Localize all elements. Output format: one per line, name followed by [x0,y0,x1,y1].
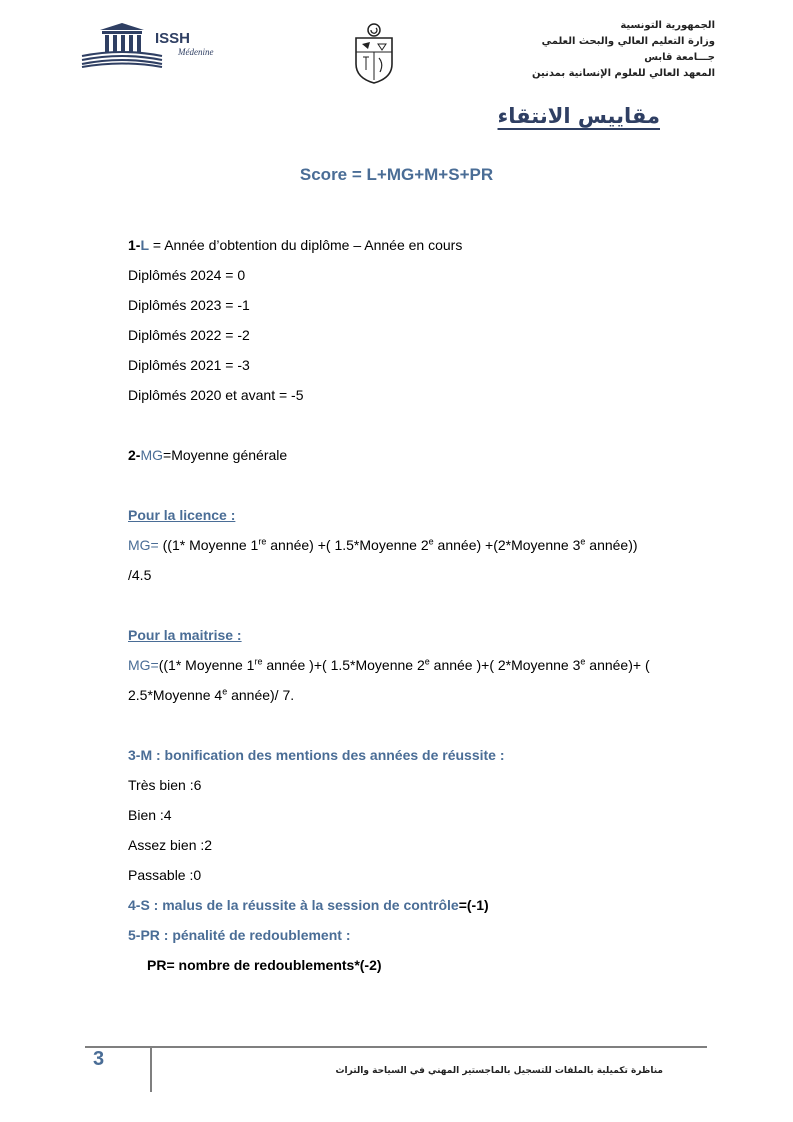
page-number: 3 [93,1048,105,1070]
list-item: Diplômés 2024 = 0 [128,267,246,283]
formula-part: ((1* Moyenne 1 [158,657,255,673]
section-2-definition [128,440,708,470]
header-line: المعهد العالي للعلوم الإنسانية بمدنين [532,68,715,79]
formula-part: année )+( 1.5*Moyenne 2 [262,657,425,673]
section-number: 2- [128,447,141,463]
list-item: Diplômés 2021 = -3 [128,357,250,373]
superscript: re [258,536,267,547]
maitrise-heading: Pour la maitrise : [128,627,242,643]
footer-text: مناظرة تكميلية بالملفات للتسجيل بالماجستير المهني في السياحة والتراث [335,1066,663,1076]
mg-label: MG= [128,537,159,553]
pr-formula: PR= nombre de redoublements*(-2) [147,957,382,973]
institution-header [532,18,715,82]
maitrise-formula [128,650,708,680]
formula-part: année)/ 7. [227,687,295,703]
section-4-definition [128,890,708,920]
section-4-value: =(-1) [458,897,489,913]
list-item: Bien :4 [128,807,172,823]
section-key: L [140,237,150,253]
page-title: مقاييس الانتقاء [497,104,660,128]
logo-text: ISSH [155,30,191,47]
header-line: الجمهورية التونسية [620,20,715,31]
section-1-definition [128,230,708,260]
footer-divider [85,1046,707,1048]
superscript: e [424,656,430,667]
licence-formula-divisor: /4.5 [128,567,152,583]
formula-part: année) +(2*Moyenne 3 [433,537,581,553]
header-line: جـــامعة قابس [644,52,715,63]
maitrise-formula-end [128,680,708,710]
list-item: Très bien :6 [128,777,202,793]
formula-part: année)+ ( [585,657,650,673]
score-formula: Score = L+MG+M+S+PR [299,165,494,184]
list-item: Diplômés 2023 = -1 [128,297,250,313]
section-5-heading: 5-PR : pénalité de redoublement : [128,927,351,943]
list-item: Passable :0 [128,867,202,883]
section-text: =Moyenne générale [163,447,288,463]
tunisia-emblem-icon [350,22,398,84]
issh-logo-icon [80,22,220,68]
footer-vertical-divider [150,1048,152,1092]
superscript: e [222,686,228,697]
section-4-label: 4-S : malus de la réussite à la session de contrôle [128,897,459,913]
formula-part: ((1* Moyenne 1 [158,537,259,553]
logo-subtext: Médenine [178,47,214,57]
licence-heading: Pour la licence : [128,507,236,523]
section-3-heading: 3-M : bonification des mentions des années de réussite : [128,747,505,763]
superscript: e [428,536,434,547]
formula-part: année )+( 2*Moyenne 3 [429,657,581,673]
header-line: وزارة التعليم العالي والبحث العلمي [541,36,715,47]
formula-part: année)) [585,537,638,553]
superscript: re [254,656,263,667]
section-text: = Année d’obtention du diplôme – Année en cours [149,237,463,253]
formula-part: année) +( 1.5*Moyenne 2 [266,537,429,553]
criteria-body [128,230,708,980]
mg-label: MG= [128,657,159,673]
section-number: 1- [128,237,141,253]
list-item: Diplômés 2020 et avant = -5 [128,387,304,403]
list-item: Diplômés 2022 = -2 [128,327,250,343]
licence-formula [128,530,708,560]
formula-part: 2.5*Moyenne 4 [128,687,223,703]
list-item: Assez bien :2 [128,837,213,853]
section-key: MG [140,447,164,463]
superscript: e [580,656,586,667]
superscript: e [580,536,586,547]
